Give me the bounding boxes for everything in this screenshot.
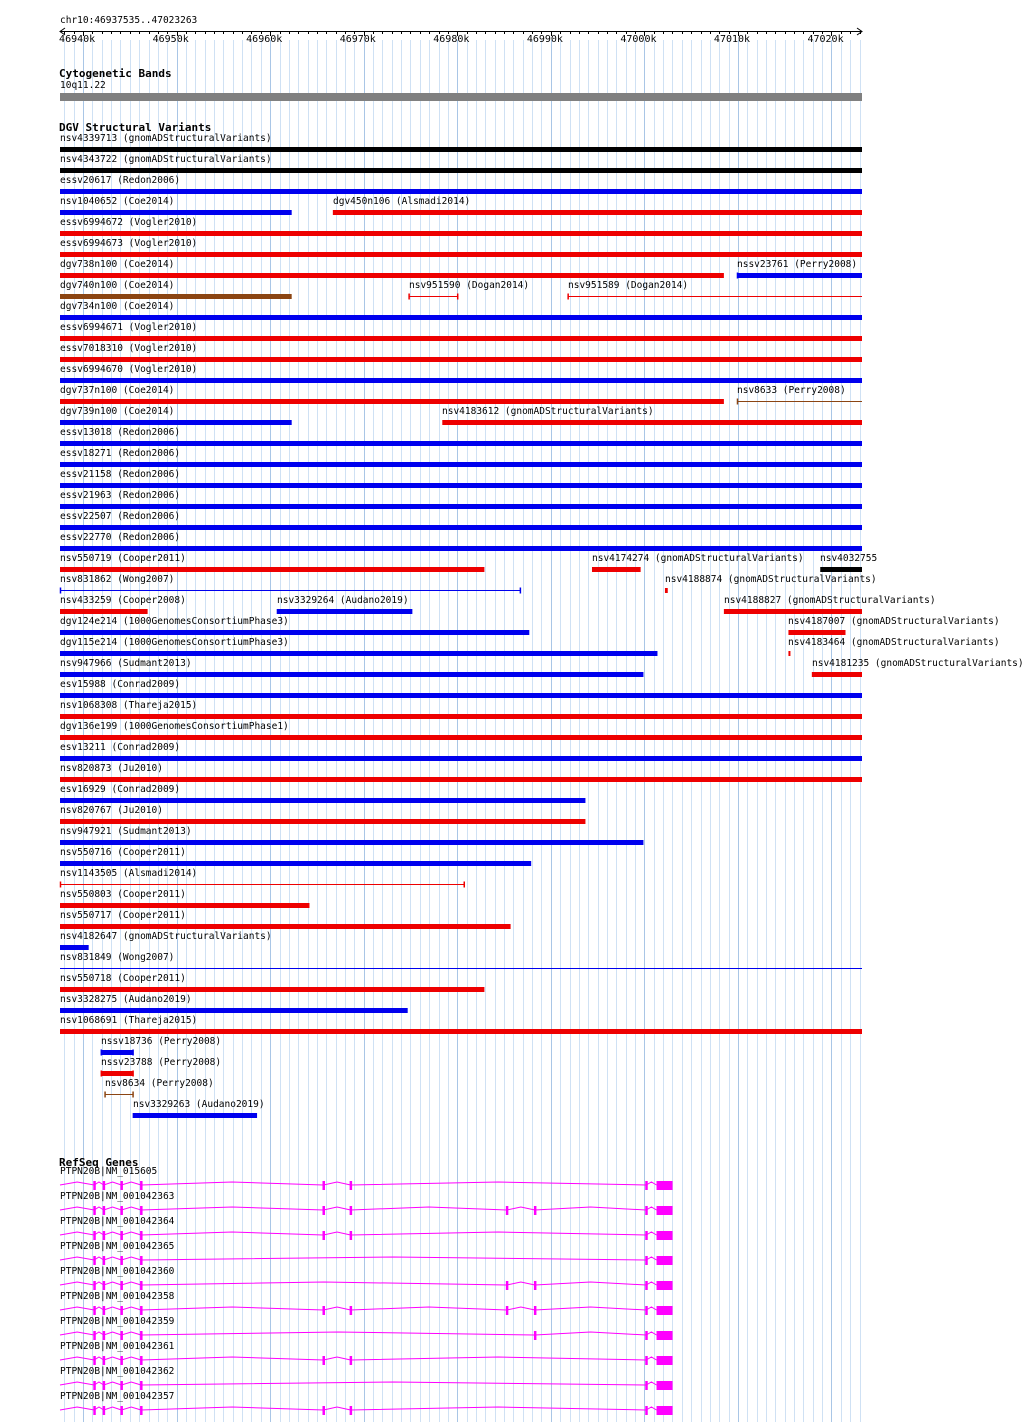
variant-bar xyxy=(60,441,862,446)
gene-label: PTPN20B|NM_015605 xyxy=(60,1166,158,1177)
gene-exon xyxy=(645,1181,648,1190)
gene-exon xyxy=(120,1306,123,1315)
variant-label: nsv4339713 (gnomADStructuralVariants) xyxy=(60,133,272,144)
gene-label: PTPN20B|NM_001042364 xyxy=(60,1216,175,1227)
variant-label: dgv739n100 (Coe2014) xyxy=(60,406,175,417)
gene-exon xyxy=(120,1256,123,1265)
variant-bar xyxy=(60,336,862,341)
variant-bar xyxy=(60,210,292,215)
variant-bar xyxy=(442,420,862,425)
gene-exon xyxy=(645,1331,648,1340)
variant-label: nsv1143505 (Alsmadi2014) xyxy=(60,868,198,879)
gene-terminal-exon xyxy=(657,1281,673,1290)
variant-label: nsv831862 (Wong2007) xyxy=(60,574,175,585)
variant-bar xyxy=(60,861,531,866)
gene-intron xyxy=(60,1307,657,1310)
ruler-tick-label: 46950k xyxy=(152,34,189,45)
gene-exon xyxy=(93,1331,96,1340)
variant-label: essv6994672 (Vogler2010) xyxy=(60,217,198,228)
gene-exon xyxy=(120,1381,123,1390)
variant-label: dgv734n100 (Coe2014) xyxy=(60,301,175,312)
gene-exon xyxy=(350,1356,353,1365)
variant-label: essv6994671 (Vogler2010) xyxy=(60,322,198,333)
gene-terminal-exon xyxy=(657,1356,673,1365)
variant-bar xyxy=(60,357,862,362)
variant-label: essv22507 (Redon2006) xyxy=(60,511,181,522)
variant-label: dgv738n100 (Coe2014) xyxy=(60,259,175,270)
variant-label: nsv4188874 (gnomADStructuralVariants) xyxy=(665,574,877,585)
variant-label: nsv831849 (Wong2007) xyxy=(60,952,175,963)
gene-exon xyxy=(322,1406,325,1415)
ruler-tick-label: 46970k xyxy=(339,34,376,45)
variant-label: dgv450n106 (Alsmadi2014) xyxy=(333,196,471,207)
gene-exon xyxy=(93,1206,96,1215)
variant-label: nsv820873 (Ju2010) xyxy=(60,763,163,774)
variant-label: nsv1040652 (Coe2014) xyxy=(60,196,175,207)
gene-exon xyxy=(93,1181,96,1190)
gene-exon xyxy=(140,1406,143,1415)
gene-intron xyxy=(60,1357,657,1360)
variant-label: nsv1068308 (Thareja2015) xyxy=(60,700,198,711)
gene-intron xyxy=(60,1182,657,1185)
gene-intron xyxy=(60,1207,657,1210)
variant-bar xyxy=(60,294,292,299)
gene-exon xyxy=(103,1356,106,1365)
variant-bar xyxy=(60,483,862,488)
gene-terminal-exon xyxy=(657,1256,673,1265)
ruler-tick-label: 46940k xyxy=(59,34,96,45)
gene-intron xyxy=(60,1232,657,1235)
variant-label: dgv136e199 (1000GenomesConsortiumPhase1) xyxy=(60,721,289,732)
gene-exon xyxy=(506,1281,509,1290)
gene-intron xyxy=(60,1332,657,1335)
variant-label: nsv4174274 (gnomADStructuralVariants) xyxy=(592,553,804,564)
gene-exon xyxy=(140,1281,143,1290)
variant-bar xyxy=(60,462,862,467)
variant-bar xyxy=(60,1008,408,1013)
variant-bar xyxy=(60,756,862,761)
gene-intron xyxy=(60,1407,657,1410)
gene-exon xyxy=(140,1306,143,1315)
variant-bar xyxy=(60,420,292,425)
gene-exon xyxy=(645,1256,648,1265)
variant-bar xyxy=(60,693,862,698)
variant-label: nssv23761 (Perry2008) xyxy=(737,259,858,270)
variant-label: nsv951589 (Dogan2014) xyxy=(568,280,689,291)
variant-label: essv13018 (Redon2006) xyxy=(60,427,181,438)
variant-bar xyxy=(133,1113,257,1118)
variant-label: nsv550716 (Cooper2011) xyxy=(60,847,186,858)
variant-label: dgv115e214 (1000GenomesConsortiumPhase3) xyxy=(60,637,289,648)
cytoband-track-title: Cytogenetic Bands xyxy=(59,67,172,80)
gene-exon xyxy=(93,1306,96,1315)
gene-exon xyxy=(93,1381,96,1390)
gene-label: PTPN20B|NM_001042365 xyxy=(60,1241,175,1252)
variant-label: essv20617 (Redon2006) xyxy=(60,175,181,186)
variant-bar xyxy=(60,147,862,152)
variant-bar xyxy=(665,588,668,593)
ruler-coordinate: chr10:46937535..47023263 xyxy=(60,15,198,26)
gene-exon xyxy=(103,1181,106,1190)
gene-exon xyxy=(534,1206,537,1215)
gene-intron xyxy=(60,1282,657,1285)
gene-exon xyxy=(120,1356,123,1365)
variant-bar xyxy=(60,378,862,383)
variant-label: nsv4343722 (gnomADStructuralVariants) xyxy=(60,154,272,165)
gene-exon xyxy=(103,1206,106,1215)
variant-bar xyxy=(277,609,413,614)
gene-exon xyxy=(322,1356,325,1365)
gene-label: PTPN20B|NM_001042363 xyxy=(60,1191,175,1202)
variant-bar xyxy=(60,399,724,404)
gene-label: PTPN20B|NM_001042361 xyxy=(60,1341,175,1352)
gene-exon xyxy=(322,1231,325,1240)
variant-label: essv6994673 (Vogler2010) xyxy=(60,238,198,249)
gene-exon xyxy=(140,1181,143,1190)
variant-label: nsv4032755 xyxy=(820,553,878,564)
variant-label: esv13211 (Conrad2009) xyxy=(60,742,181,753)
gene-exon xyxy=(350,1306,353,1315)
gene-label: PTPN20B|NM_001042360 xyxy=(60,1266,175,1277)
cytoband-label: 10q11.22 xyxy=(60,80,106,91)
gene-exon xyxy=(120,1181,123,1190)
variant-bar xyxy=(60,525,862,530)
gene-label: PTPN20B|NM_001042357 xyxy=(60,1391,175,1402)
variant-label: nsv4181235 (gnomADStructuralVariants) xyxy=(812,658,1024,669)
variant-label: nsv3328275 (Audano2019) xyxy=(60,994,192,1005)
variant-bar xyxy=(60,273,724,278)
gene-exon xyxy=(140,1356,143,1365)
gene-exon xyxy=(534,1331,537,1340)
gene-terminal-exon xyxy=(657,1181,673,1190)
gene-exon xyxy=(103,1381,106,1390)
variant-bar xyxy=(60,1029,862,1034)
gene-exon xyxy=(103,1256,106,1265)
variant-label: nsv550803 (Cooper2011) xyxy=(60,889,186,900)
variant-bar xyxy=(60,651,657,656)
variant-bar xyxy=(60,819,585,824)
gene-intron xyxy=(60,1382,657,1385)
gene-exon xyxy=(645,1231,648,1240)
gene-terminal-exon xyxy=(657,1381,673,1390)
gene-exon xyxy=(120,1206,123,1215)
variant-label: essv22770 (Redon2006) xyxy=(60,532,181,543)
variant-label: nsv550718 (Cooper2011) xyxy=(60,973,186,984)
gene-exon xyxy=(103,1231,106,1240)
variant-bar xyxy=(60,546,862,551)
variant-label: essv6994670 (Vogler2010) xyxy=(60,364,198,375)
variant-bar xyxy=(333,210,862,215)
gene-exon xyxy=(534,1281,537,1290)
variant-bar xyxy=(101,1050,134,1055)
gene-exon xyxy=(645,1206,648,1215)
variant-bar xyxy=(60,231,862,236)
variant-bar xyxy=(788,630,845,635)
variant-bar xyxy=(812,672,862,677)
variant-label: essv21963 (Redon2006) xyxy=(60,490,181,501)
variant-label: nsv4183612 (gnomADStructuralVariants) xyxy=(442,406,654,417)
ruler-tick-label: 46980k xyxy=(433,34,470,45)
gene-exon xyxy=(506,1206,509,1215)
variant-label: nsv3329263 (Audano2019) xyxy=(133,1099,265,1110)
gene-terminal-exon xyxy=(657,1306,673,1315)
variant-label: nsv947921 (Sudmant2013) xyxy=(60,826,192,837)
gene-exon xyxy=(140,1331,143,1340)
variant-bar xyxy=(60,777,862,782)
variant-bar xyxy=(60,567,484,572)
variant-bar xyxy=(101,1071,134,1076)
gene-exon xyxy=(140,1256,143,1265)
gene-exon xyxy=(140,1206,143,1215)
gene-exon xyxy=(93,1281,96,1290)
gene-terminal-exon xyxy=(657,1331,673,1340)
variant-bar xyxy=(60,189,862,194)
gene-exon xyxy=(350,1206,353,1215)
refseq-track-title: RefSeq Genes xyxy=(59,1156,139,1169)
variant-label: dgv124e214 (1000GenomesConsortiumPhase3) xyxy=(60,616,289,627)
variant-label: dgv737n100 (Coe2014) xyxy=(60,385,175,396)
variant-bar xyxy=(60,945,89,950)
variant-bar xyxy=(60,840,643,845)
gene-label: PTPN20B|NM_001042359 xyxy=(60,1316,175,1327)
gene-exon xyxy=(120,1406,123,1415)
variant-bar xyxy=(60,924,511,929)
gene-exon xyxy=(103,1406,106,1415)
gene-exon xyxy=(322,1306,325,1315)
variant-label: esv16929 (Conrad2009) xyxy=(60,784,181,795)
variant-bar xyxy=(737,273,862,278)
gene-exon xyxy=(93,1406,96,1415)
gene-intron xyxy=(60,1257,657,1260)
variant-label: essv7018310 (Vogler2010) xyxy=(60,343,198,354)
ruler-tick-label: 46990k xyxy=(526,34,563,45)
variant-bar xyxy=(820,567,862,572)
variant-label: nssv18736 (Perry2008) xyxy=(101,1036,222,1047)
variant-label: essv21158 (Redon2006) xyxy=(60,469,181,480)
gene-exon xyxy=(645,1381,648,1390)
variant-bar xyxy=(724,609,862,614)
variant-label: nsv4182647 (gnomADStructuralVariants) xyxy=(60,931,272,942)
gene-exon xyxy=(120,1231,123,1240)
variant-bar xyxy=(60,672,643,677)
variant-bar xyxy=(60,252,862,257)
variant-label: nssv23788 (Perry2008) xyxy=(101,1057,222,1068)
variant-label: esv15988 (Conrad2009) xyxy=(60,679,181,690)
gene-label: PTPN20B|NM_001042362 xyxy=(60,1366,175,1377)
variant-bar xyxy=(60,630,529,635)
gene-exon xyxy=(103,1306,106,1315)
gene-exon xyxy=(93,1231,96,1240)
variant-bar xyxy=(60,168,862,173)
variant-label: nsv8633 (Perry2008) xyxy=(737,385,846,396)
variant-label: nsv1068691 (Thareja2015) xyxy=(60,1015,198,1026)
gene-exon xyxy=(93,1256,96,1265)
gene-exon xyxy=(322,1181,325,1190)
gene-exon xyxy=(350,1406,353,1415)
variant-bar xyxy=(592,567,641,572)
gene-exon xyxy=(93,1356,96,1365)
variant-label: nsv550717 (Cooper2011) xyxy=(60,910,186,921)
variant-label: nsv4187007 (gnomADStructuralVariants) xyxy=(788,616,1000,627)
variant-label: nsv4183464 (gnomADStructuralVariants) xyxy=(788,637,1000,648)
variant-bar xyxy=(788,651,790,656)
ruler-tick-label: 46960k xyxy=(246,34,283,45)
gene-exon xyxy=(120,1281,123,1290)
ruler-tick-label: 47020k xyxy=(807,34,844,45)
gene-terminal-exon xyxy=(657,1406,673,1415)
variant-bar xyxy=(60,714,862,719)
gene-exon xyxy=(103,1281,106,1290)
gene-terminal-exon xyxy=(657,1231,673,1240)
variant-bar xyxy=(60,798,585,803)
gene-exon xyxy=(645,1356,648,1365)
cytoband-bar xyxy=(60,93,862,101)
gene-exon xyxy=(534,1306,537,1315)
gene-label: PTPN20B|NM_001042358 xyxy=(60,1291,175,1302)
gene-exon xyxy=(506,1306,509,1315)
variant-bar xyxy=(60,987,484,992)
ruler-tick-label: 47010k xyxy=(713,34,751,45)
variant-label: nsv433259 (Cooper2008) xyxy=(60,595,186,606)
ruler-tick-label: 47000k xyxy=(620,34,657,45)
variant-bar xyxy=(60,504,862,509)
variant-bar xyxy=(60,735,862,740)
gene-exon xyxy=(140,1231,143,1240)
gene-exon xyxy=(645,1281,648,1290)
variant-label: dgv740n100 (Coe2014) xyxy=(60,280,175,291)
gene-exon xyxy=(645,1306,648,1315)
variant-label: nsv4188827 (gnomADStructuralVariants) xyxy=(724,595,936,606)
gene-exon xyxy=(120,1331,123,1340)
gene-exon xyxy=(103,1331,106,1340)
gene-terminal-exon xyxy=(657,1206,673,1215)
variant-bar xyxy=(60,609,148,614)
variant-label: nsv951590 (Dogan2014) xyxy=(409,280,530,291)
gene-exon xyxy=(350,1181,353,1190)
variant-label: nsv3329264 (Audano2019) xyxy=(277,595,409,606)
variant-label: nsv8634 (Perry2008) xyxy=(105,1078,214,1089)
variant-label: nsv820767 (Ju2010) xyxy=(60,805,163,816)
variant-label: nsv550719 (Cooper2011) xyxy=(60,553,186,564)
variant-bar xyxy=(60,903,309,908)
gene-exon xyxy=(645,1406,648,1415)
gene-exon xyxy=(350,1231,353,1240)
variant-label: nsv947966 (Sudmant2013) xyxy=(60,658,192,669)
variant-label: essv18271 (Redon2006) xyxy=(60,448,181,459)
dgv-track-title: DGV Structural Variants xyxy=(59,121,212,134)
variant-bar xyxy=(60,315,862,320)
gene-exon xyxy=(322,1206,325,1215)
gene-exon xyxy=(140,1381,143,1390)
